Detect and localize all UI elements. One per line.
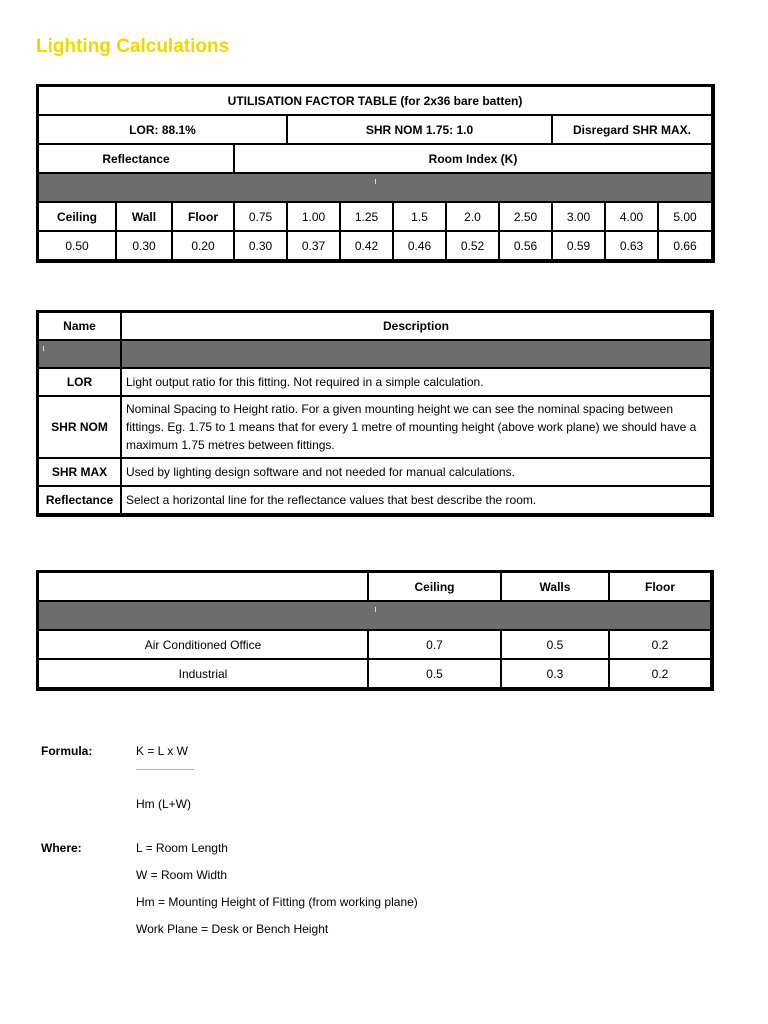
header-cell: 1.5 xyxy=(393,202,446,231)
value-cell: 0.63 xyxy=(605,231,658,260)
shr-max-cell: Disregard SHR MAX. xyxy=(552,115,712,144)
cursor-tick xyxy=(375,179,376,184)
value-cell: 0.30 xyxy=(234,231,287,260)
term-cell: LOR xyxy=(38,368,121,396)
definition-cell: Light output ratio for this fitting. Not required in a simple calculation. xyxy=(121,368,711,396)
where-label: Where: xyxy=(41,841,82,855)
fraction-line xyxy=(136,769,194,770)
table-row xyxy=(38,659,711,688)
term-cell: SHR MAX xyxy=(38,458,121,486)
header-cell: 4.00 xyxy=(605,202,658,231)
value-cell: 0.2 xyxy=(609,659,711,688)
shr-nom-cell: SHR NOM 1.75: 1.0 xyxy=(287,115,552,144)
lor-cell: LOR: 88.1% xyxy=(38,115,287,144)
value-cell: 0.30 xyxy=(116,231,172,260)
formula-label: Formula: xyxy=(41,744,93,758)
room-type-cell: Air Conditioned Office xyxy=(38,630,368,659)
table-row xyxy=(38,202,712,231)
room-index-label: Room Index (K) xyxy=(234,144,712,173)
utilisation-factor-table xyxy=(36,84,715,263)
value-cell: 0.20 xyxy=(172,231,234,260)
definition-line: Hm = Mounting Height of Fitting (from working plane) xyxy=(136,895,418,909)
ceiling-header: Ceiling xyxy=(368,572,501,601)
term-cell: SHR NOM xyxy=(38,396,121,458)
value-cell: 0.42 xyxy=(340,231,393,260)
reflectance-label: Reflectance xyxy=(38,144,234,173)
name-header: Name xyxy=(38,312,121,340)
definition-line: L = Room Length xyxy=(136,841,228,855)
value-cell: 0.66 xyxy=(658,231,712,260)
table-row xyxy=(38,630,711,659)
page-title: Lighting Calculations xyxy=(36,36,230,57)
header-cell: Wall xyxy=(116,202,172,231)
separator-row xyxy=(38,340,711,368)
value-cell: 0.2 xyxy=(609,630,711,659)
value-cell: 0.7 xyxy=(368,630,501,659)
table-row xyxy=(38,368,711,396)
definition-cell: Select a horizontal line for the reflectance values that best describe the room. xyxy=(121,486,711,514)
room-type-cell: Industrial xyxy=(38,659,368,688)
formula-numerator: K = L x W xyxy=(136,744,188,758)
header-cell: 2.0 xyxy=(446,202,499,231)
header-cell: 1.25 xyxy=(340,202,393,231)
separator-row xyxy=(38,601,711,630)
table-row xyxy=(38,396,711,458)
description-table xyxy=(36,310,714,517)
table-row xyxy=(38,486,711,514)
header-cell: 1.00 xyxy=(287,202,340,231)
definition-cell: Nominal Spacing to Height ratio. For a given mounting height we can see the nominal spacing between fittings. Eg. 1.75 to 1 means that for every 1 metre of mounting height (above work plane) we should have a maximum 1.75 metres between fittings. xyxy=(121,396,711,458)
value-cell: 0.5 xyxy=(368,659,501,688)
separator-row xyxy=(38,173,712,202)
value-cell: 0.52 xyxy=(446,231,499,260)
value-cell: 0.37 xyxy=(287,231,340,260)
header-cell: 2.50 xyxy=(499,202,552,231)
description-header: Description xyxy=(121,312,711,340)
header-cell: 0.75 xyxy=(234,202,287,231)
uf-table-heading: UTILISATION FACTOR TABLE (for 2x36 bare batten) xyxy=(38,86,712,115)
header-cell: 3.00 xyxy=(552,202,605,231)
definition-cell: Used by lighting design software and not needed for manual calculations. xyxy=(121,458,711,486)
header-cell: Ceiling xyxy=(38,202,116,231)
value-cell: 0.59 xyxy=(552,231,605,260)
value-cell: 0.46 xyxy=(393,231,446,260)
table-row xyxy=(38,458,711,486)
formula-denominator: Hm (L+W) xyxy=(136,797,191,811)
header-cell: 5.00 xyxy=(658,202,712,231)
definition-line: W = Room Width xyxy=(136,868,228,882)
definition-line: Work Plane = Desk or Bench Height xyxy=(136,922,329,936)
value-cell: 0.5 xyxy=(501,630,609,659)
reflectance-table xyxy=(36,570,714,691)
header-cell: Floor xyxy=(172,202,234,231)
value-cell: 0.3 xyxy=(501,659,609,688)
room-type-header xyxy=(38,572,368,601)
term-cell: Reflectance xyxy=(38,486,121,514)
value-cell: 0.50 xyxy=(38,231,116,260)
floor-header: Floor xyxy=(609,572,711,601)
walls-header: Walls xyxy=(501,572,609,601)
value-cell: 0.56 xyxy=(499,231,552,260)
cursor-tick xyxy=(43,346,44,351)
cursor-tick xyxy=(375,607,376,612)
table-row xyxy=(38,231,712,260)
